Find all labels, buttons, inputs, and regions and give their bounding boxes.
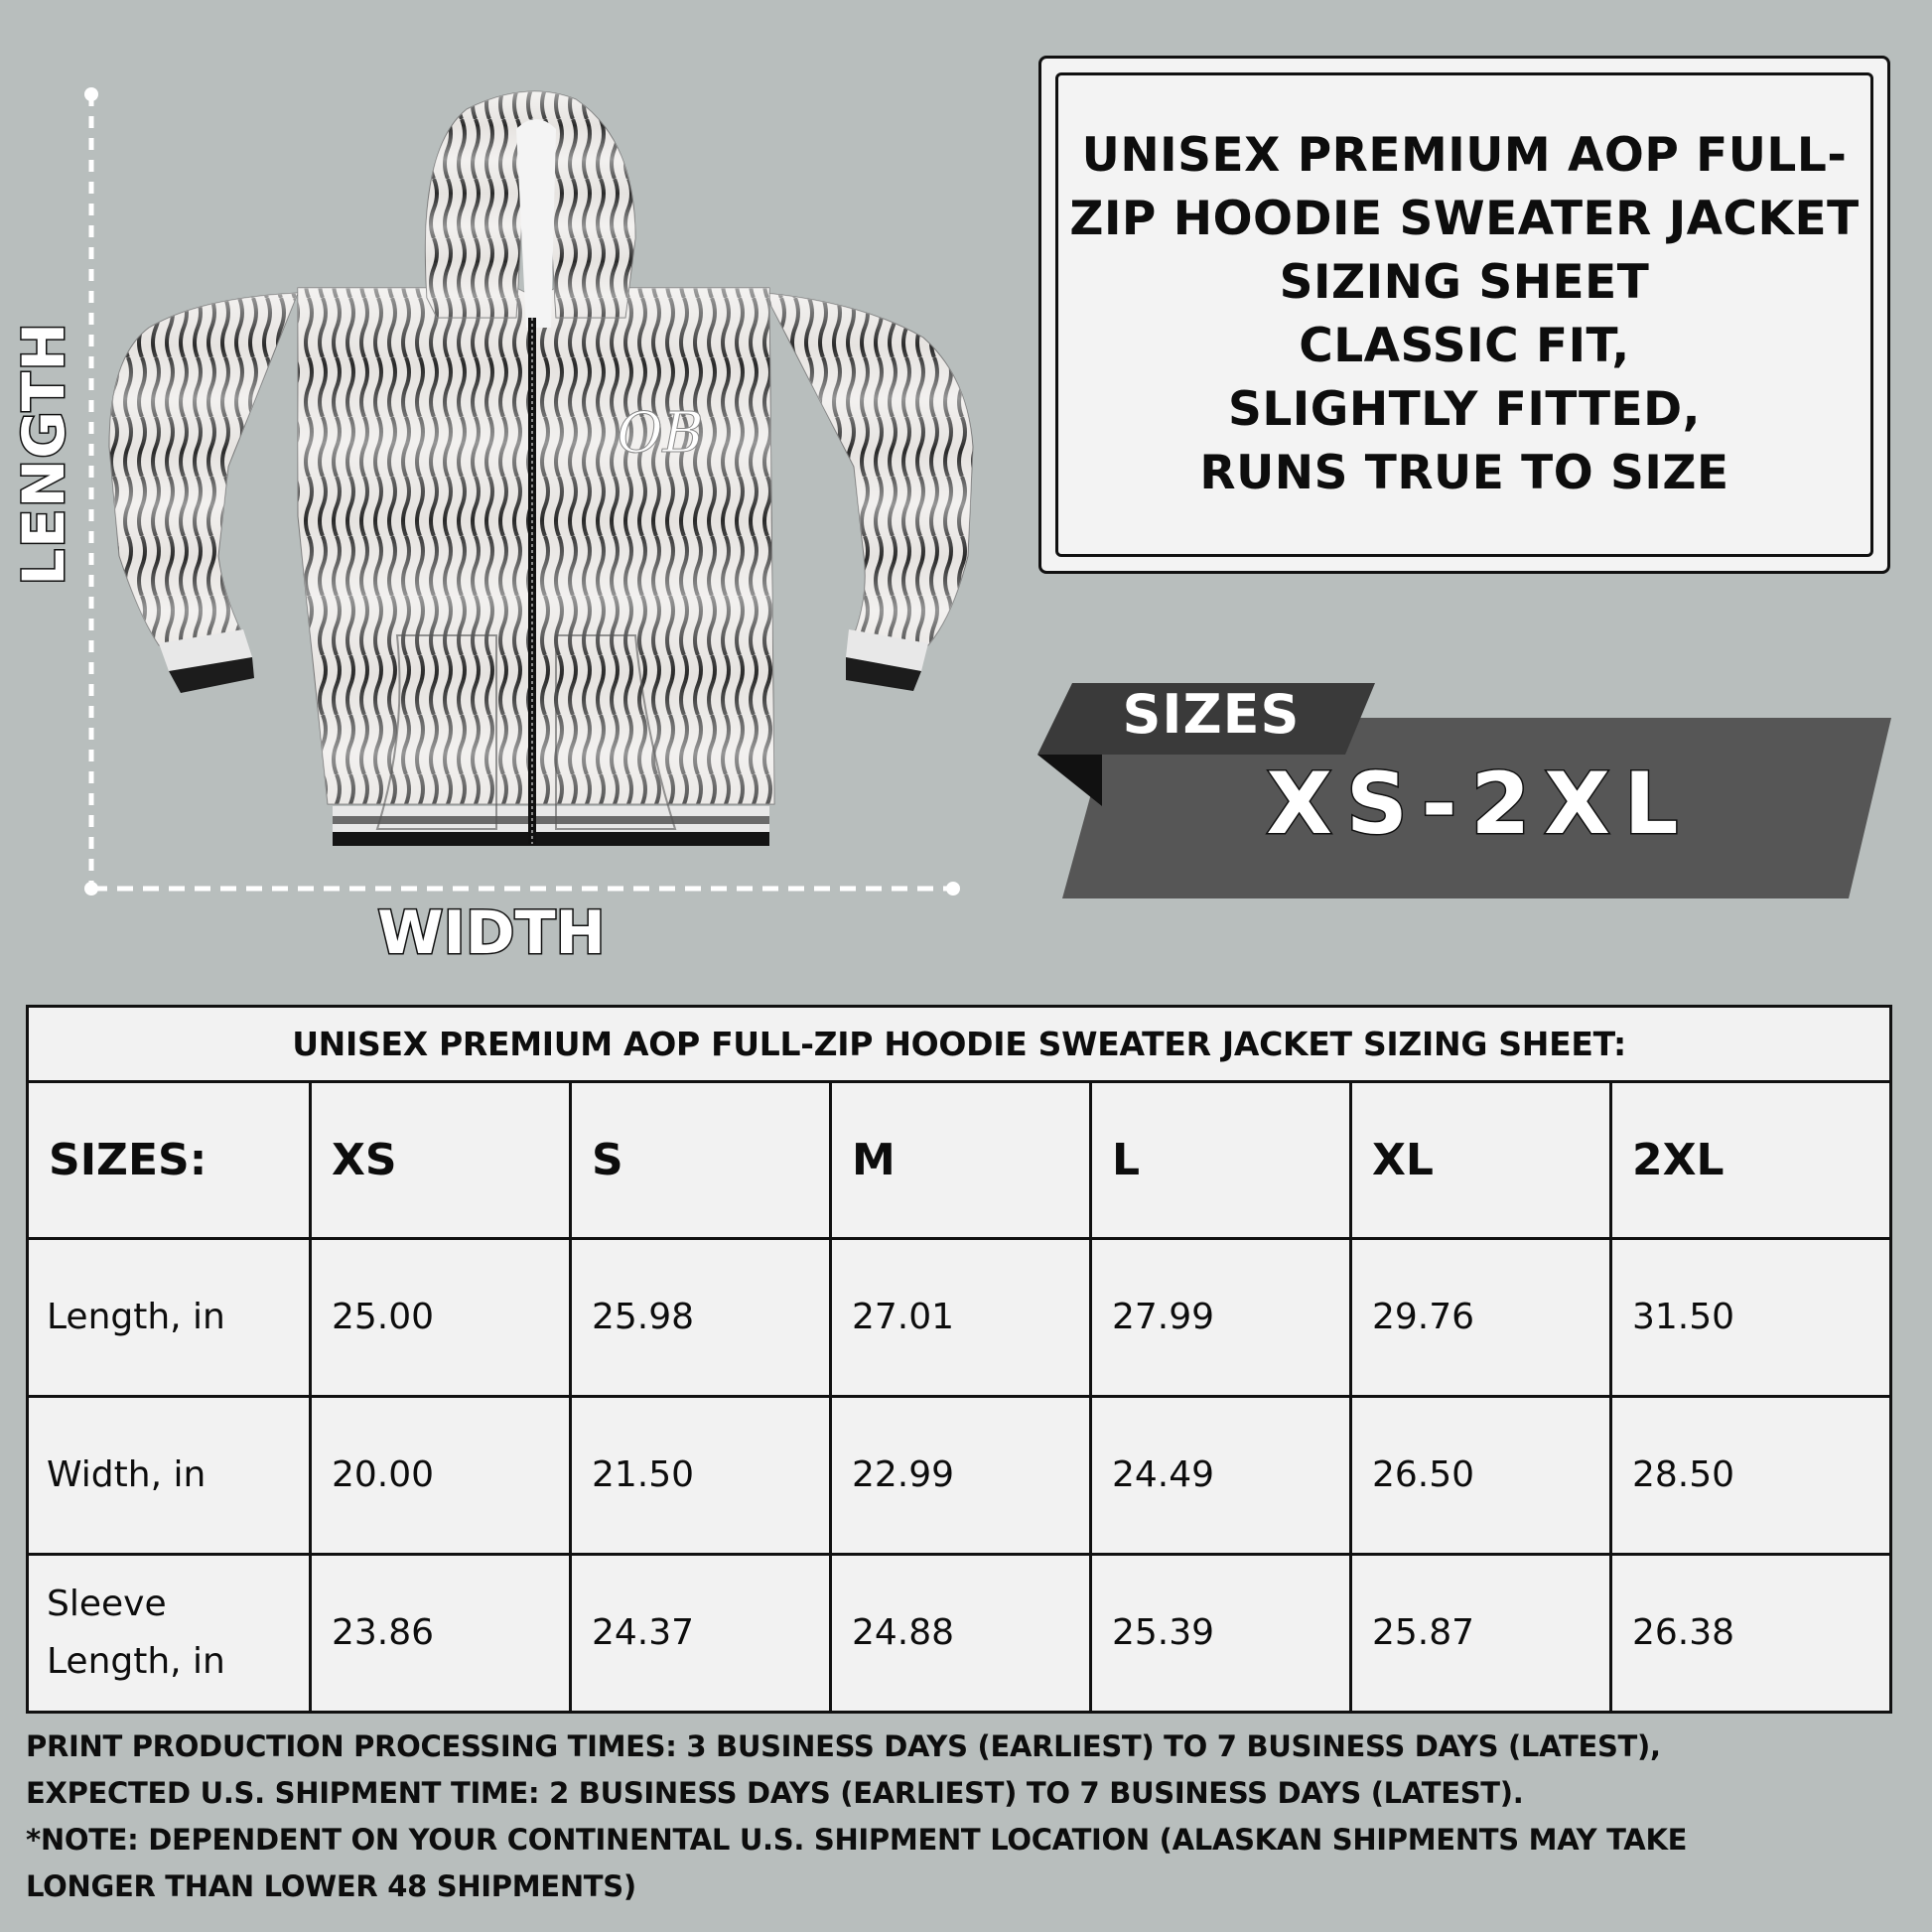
- title-line: SLIGHTLY FITTED,: [1227, 382, 1702, 437]
- note-line: *NOTE: DEPENDENT ON YOUR CONTINENTAL U.S. SHIPMENT LOCATION (ALASKAN SHIPMENTS MAY TAKE: [26, 1823, 1688, 1857]
- table-cell: 26.50: [1351, 1397, 1611, 1555]
- table-cell: 23.86: [311, 1555, 571, 1713]
- table-caption: UNISEX PREMIUM AOP FULL-ZIP HOODIE SWEATER JACKET SIZING SHEET:: [28, 1007, 1891, 1082]
- row-label-line: Length, in: [47, 1641, 225, 1682]
- table-row-length: [28, 1239, 1891, 1397]
- row-label: Width, in: [28, 1397, 311, 1555]
- table-cell: 20.00: [311, 1397, 571, 1555]
- shipping-notes: [26, 1724, 1902, 1910]
- row-label: [28, 1555, 311, 1713]
- length-label: LENGTH: [10, 322, 77, 586]
- sizes-banner-label: SIZES: [1122, 683, 1301, 746]
- table-row-sleeve: [28, 1555, 1891, 1713]
- header-size-l: L: [1091, 1082, 1351, 1239]
- brand-logo: OB: [617, 401, 704, 466]
- table-cell: 29.76: [1351, 1239, 1611, 1397]
- table-header-row: [28, 1082, 1891, 1239]
- note-line: PRINT PRODUCTION PROCESSING TIMES: 3 BUSINESS DAYS (EARLIEST) TO 7 BUSINESS DAYS (LATEST),: [26, 1729, 1661, 1763]
- hoodie-illustration: [0, 60, 1003, 973]
- table-cell: 25.87: [1351, 1555, 1611, 1713]
- table-cell: 24.49: [1091, 1397, 1351, 1555]
- note-line: LONGER THAN LOWER 48 SHIPMENTS): [26, 1869, 636, 1903]
- header-size-m: M: [831, 1082, 1091, 1239]
- table-cell: 22.99: [831, 1397, 1091, 1555]
- table-cell: 27.01: [831, 1239, 1091, 1397]
- sizes-banner-range: XS-2XL: [1266, 755, 1693, 854]
- title-line: CLASSIC FIT,: [1299, 319, 1630, 373]
- title-panel: [1038, 56, 1890, 574]
- table-cell: 28.50: [1611, 1397, 1891, 1555]
- header-size-2xl: 2XL: [1611, 1082, 1891, 1239]
- width-guide: [84, 882, 960, 896]
- table-cell: 27.99: [1091, 1239, 1351, 1397]
- table-cell: 25.39: [1091, 1555, 1351, 1713]
- table-row-width: [28, 1397, 1891, 1555]
- header-size-xs: XS: [311, 1082, 571, 1239]
- header-size-xl: XL: [1351, 1082, 1611, 1239]
- title-line: SIZING SHEET: [1279, 255, 1650, 310]
- title-panel-inner: [1055, 72, 1873, 557]
- zipper: [528, 318, 536, 844]
- table-cell: 25.98: [571, 1239, 831, 1397]
- length-guide: [84, 87, 98, 889]
- row-label-line: Sleeve: [47, 1584, 167, 1624]
- note-line: EXPECTED U.S. SHIPMENT TIME: 2 BUSINESS DAYS (EARLIEST) TO 7 BUSINESS DAYS (LATEST).: [26, 1776, 1524, 1810]
- table-cell: 24.37: [571, 1555, 831, 1713]
- header-sizes-label: SIZES:: [28, 1082, 311, 1239]
- title-line: ZIP HOODIE SWEATER JACKET: [1069, 192, 1860, 246]
- title-line: UNISEX PREMIUM AOP FULL-: [1081, 128, 1848, 183]
- table-cell: 25.00: [311, 1239, 571, 1397]
- header-size-s: S: [571, 1082, 831, 1239]
- table-cell: 24.88: [831, 1555, 1091, 1713]
- table-cell: 26.38: [1611, 1555, 1891, 1713]
- row-label: Length, in: [28, 1239, 311, 1397]
- title-line: RUNS TRUE TO SIZE: [1199, 446, 1729, 500]
- width-label: WIDTH: [377, 898, 606, 968]
- size-chart-table: [26, 1005, 1892, 1714]
- table-cell: 31.50: [1611, 1239, 1891, 1397]
- table-cell: 21.50: [571, 1397, 831, 1555]
